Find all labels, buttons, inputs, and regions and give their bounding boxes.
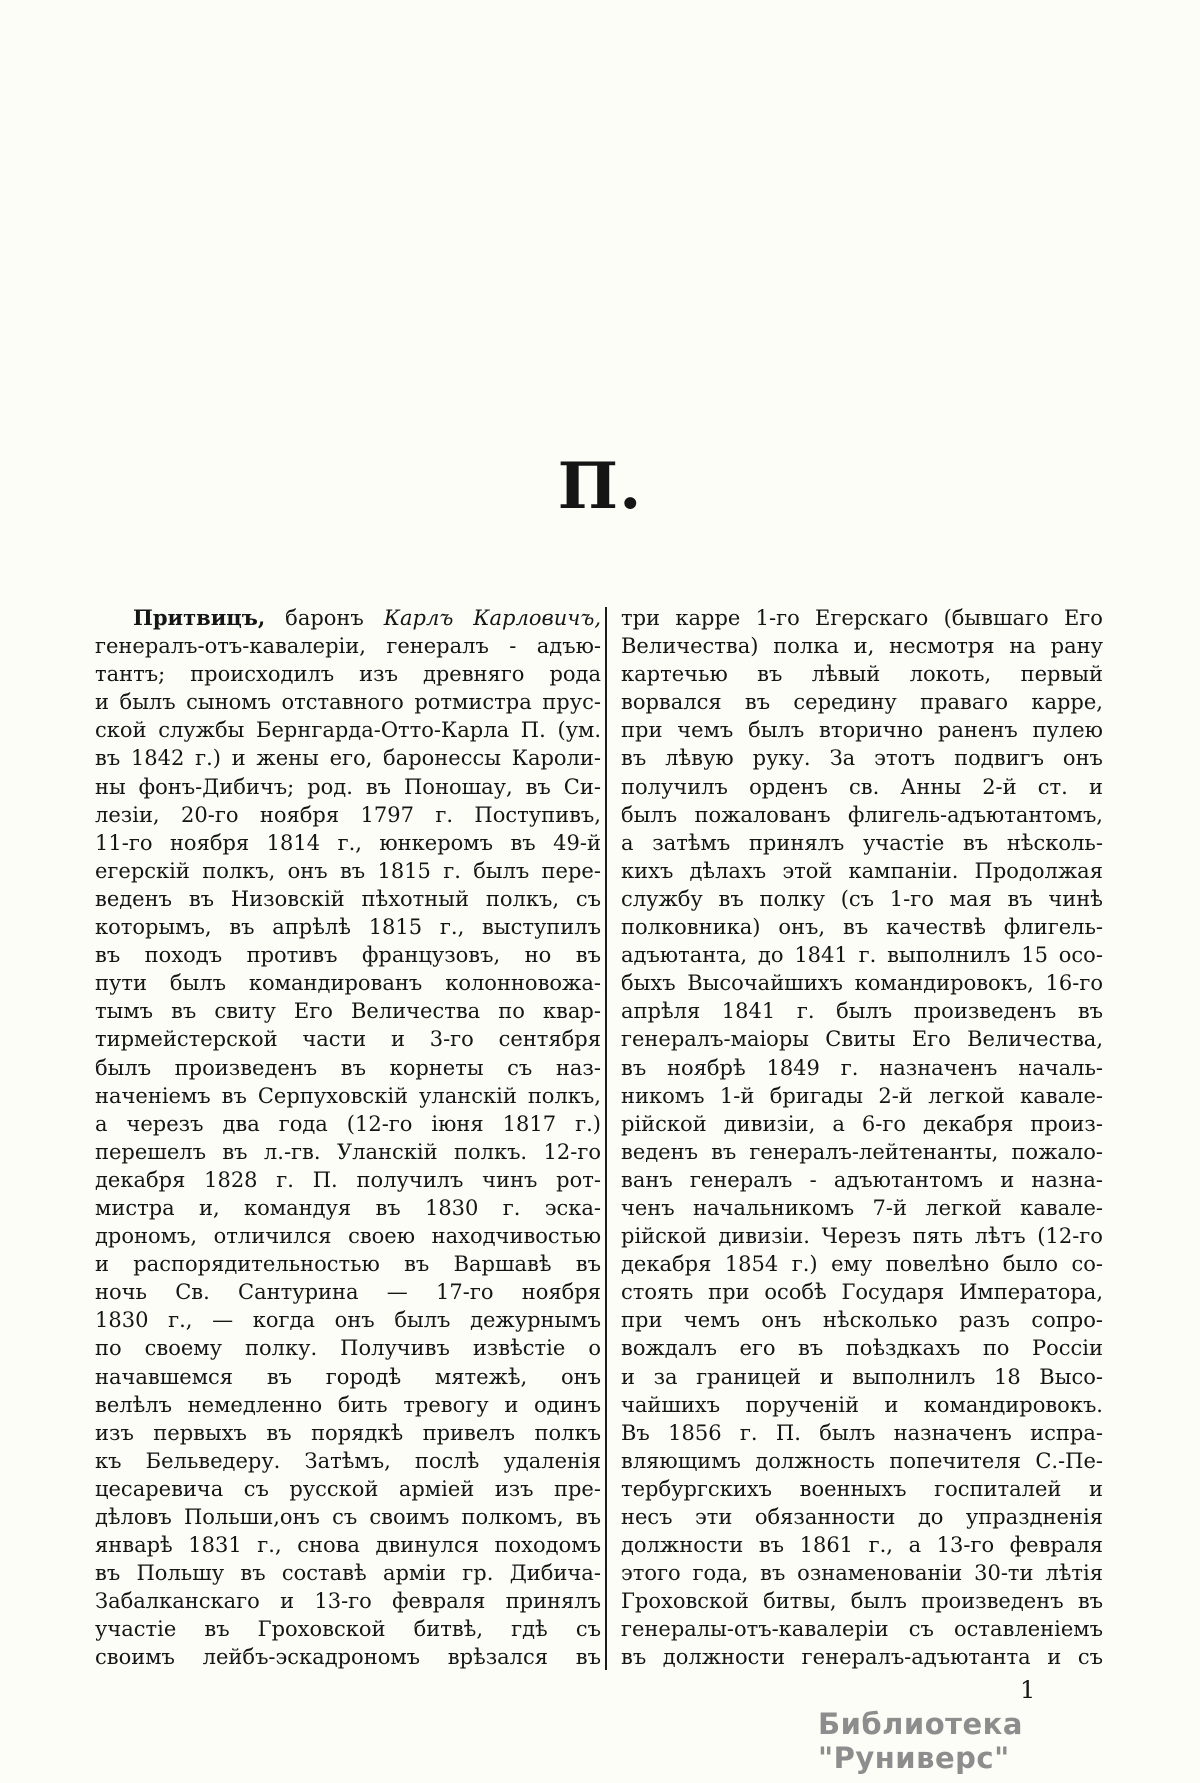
text-line: Гроховской битвы, былъ произведенъ въ xyxy=(621,1589,1103,1614)
text-line: былъ пожалованъ флигель-адъютантомъ, xyxy=(621,802,1103,827)
text-line: ванъ генералъ - адъютантомъ и назна- xyxy=(621,1167,1103,1192)
text-line: въ лѣвую руку. За этотъ подвигъ онъ xyxy=(621,746,1103,771)
text-line: въ должности генералъ-адъютанта и съ xyxy=(621,1645,1103,1670)
text-line: при чемъ былъ вторично раненъ пулею xyxy=(621,718,1103,743)
text-line: тымъ въ свиту Его Величества по квар- xyxy=(95,999,601,1024)
text-line: январѣ 1831 г., снова двинулся походомъ xyxy=(95,1533,601,1558)
text-line: рійской дивизіи. Черезъ пять лѣтъ (12-го xyxy=(621,1224,1103,1249)
text-line: къ Бельведеру. Затѣмъ, послѣ удаленія xyxy=(95,1448,601,1473)
text-line: тирмейстерской части и 3-го сентября xyxy=(95,1027,601,1052)
text-line: чайшихъ порученій и командировокъ. xyxy=(621,1392,1103,1417)
text-line: лезіи, 20-го ноября 1797 г. Поступивъ, xyxy=(95,802,601,827)
text-line: 1830 г., — когда онъ былъ дежурнымъ xyxy=(95,1308,601,1333)
text-line: веденъ въ генералъ-лейтенанты, пожало- xyxy=(621,1139,1103,1164)
text-line: въ ноябрѣ 1849 г. назначенъ началь- xyxy=(621,1055,1103,1080)
text-line: получилъ орденъ св. Анны 2-й ст. и xyxy=(621,774,1103,799)
text-line: вляющимъ должность попечителя С.-Пе- xyxy=(621,1448,1103,1473)
text-line: а черезъ два года (12-го іюня 1817 г.) xyxy=(95,1111,601,1136)
text-line: дрономъ, отличился своею находчивостью xyxy=(95,1224,601,1249)
text-line: ворвался въ середину праваго карре, xyxy=(621,690,1103,715)
page-number: 1 xyxy=(1020,1676,1036,1704)
text-line: участіе въ Гроховской битвѣ, гдѣ съ xyxy=(95,1617,601,1642)
text-line: пути былъ командированъ колонновожа- xyxy=(95,971,601,996)
text-line: ченъ начальникомъ 7-й легкой кавале- xyxy=(621,1195,1103,1220)
text-line: въ Польшу въ составѣ арміи гр. Дибича- xyxy=(95,1561,601,1586)
paragraph-lead-line: Притвицъ, баронъ Карлъ Карловичъ, xyxy=(133,605,601,630)
text-line: генералъ-маіоры Свиты Его Величества, xyxy=(621,1027,1103,1052)
text-line: и распорядительностью въ Варшавѣ въ xyxy=(95,1252,601,1277)
text-line: въ походъ противъ французовъ, но въ xyxy=(95,943,601,968)
text-line: тербургскихъ военныхъ госпиталей и xyxy=(621,1476,1103,1501)
text-line: цесаревича съ русской арміей изъ пре- xyxy=(95,1476,601,1501)
text-line: стоять при особѣ Государя Императора, xyxy=(621,1280,1103,1305)
text-line: егерскій полкъ, онъ въ 1815 г. былъ пере- xyxy=(95,858,601,883)
text-line: три карре 1-го Егерскаго (бывшаго Его xyxy=(621,606,1103,630)
text-line: никомъ 1-й бригады 2-й легкой кавале- xyxy=(621,1083,1103,1108)
text-line: веденъ въ Низовскій пѣхотный полкъ, съ xyxy=(95,886,601,911)
text-line: кихъ дѣлахъ этой кампаніи. Продолжая xyxy=(621,858,1103,883)
left-column-lines xyxy=(95,632,601,1671)
column-divider-rule xyxy=(605,607,607,1670)
section-heading: П. xyxy=(557,449,643,524)
text-line: 11-го ноября 1814 г., юнкеромъ въ 49-й xyxy=(95,830,601,855)
text-line: ны фонъ-Дибичъ; род. въ Поношау, въ Си- xyxy=(95,774,601,799)
text-line: Въ 1856 г. П. былъ назначенъ испра- xyxy=(621,1420,1103,1445)
text-line: полковника) онъ, въ качествѣ флигель- xyxy=(621,915,1103,940)
text-line: картечью въ лѣвый локоть, первый xyxy=(621,662,1103,687)
runiverse-watermark: Библиотека "Руниверс" xyxy=(818,1707,1023,1775)
text-line: былъ произведенъ въ корнеты съ наз- xyxy=(95,1055,601,1080)
text-line: по своему полку. Получивъ извѣстіе о xyxy=(95,1336,601,1361)
text-line: и за границей и выполнилъ 18 Высо- xyxy=(621,1364,1103,1389)
text-line: своимъ лейбъ-эскадрономъ врѣзался въ xyxy=(95,1645,601,1670)
text-line: декабря 1854 г.) ему повелѣно было со- xyxy=(621,1252,1103,1277)
text-line: тантъ; происходилъ изъ древняго рода xyxy=(95,662,601,687)
text-line: въ 1842 г.) и жены его, баронессы Кароли- xyxy=(95,746,601,771)
text-line: мистра и, командуя въ 1830 г. эска- xyxy=(95,1195,601,1220)
text-line: вождалъ его въ поѣздкахъ по Россіи xyxy=(621,1336,1103,1361)
text-line: рійской дивизіи, а 6-го декабря произ- xyxy=(621,1111,1103,1136)
text-line: этого года, въ ознаменованіи 30-ти лѣтія xyxy=(621,1561,1103,1586)
text-line: а затѣмъ принялъ участіе въ нѣсколь- xyxy=(621,830,1103,855)
text-line: Величества) полка и, несмотря на рану xyxy=(621,634,1103,659)
text-line: службу въ полку (съ 1-го мая въ чинѣ xyxy=(621,886,1103,911)
text-line: дѣловъ Польши,онъ съ своимъ полкомъ, въ xyxy=(95,1505,601,1529)
right-column xyxy=(621,604,1103,1672)
text-line: быхъ Высочайшихъ командировокъ, 16-го xyxy=(621,971,1103,996)
text-line: перешелъ въ л.-гв. Уланскій полкъ. 12-го xyxy=(95,1139,601,1164)
text-line: наченіемъ въ Серпуховскій уланскій полкъ, xyxy=(95,1083,601,1108)
text-line: декабря 1828 г. П. получилъ чинъ рот- xyxy=(95,1167,601,1192)
text-line: должности въ 1861 г., а 13-го февраля xyxy=(621,1533,1103,1558)
text-line: и былъ сыномъ отставного ротмистра прус- xyxy=(95,690,601,715)
text-line: апрѣля 1841 г. былъ произведенъ въ xyxy=(621,999,1103,1024)
text-line: начавшемся въ городѣ мятежѣ, онъ xyxy=(95,1364,601,1389)
left-column xyxy=(95,604,601,1672)
text-line: несъ эти обязанности до упраздненія xyxy=(621,1505,1103,1529)
text-line: Забалканскаго и 13-го февраля принялъ xyxy=(95,1589,601,1614)
text-line: ской службы Бернгарда-Отто-Карла П. (ум. xyxy=(95,718,601,743)
text-line: адъютанта, до 1841 г. выполнилъ 15 осо- xyxy=(621,943,1103,968)
text-line: которымъ, въ апрѣлѣ 1815 г., выступилъ xyxy=(95,915,601,940)
text-line: велѣлъ немедленно бить тревогу и одинъ xyxy=(95,1392,601,1417)
right-column-lines xyxy=(621,604,1103,1672)
text-line: генералы-отъ-кавалеріи съ оставленіемъ xyxy=(621,1617,1103,1642)
text-line: ночь Св. Сантурина — 17-го ноября xyxy=(95,1280,601,1305)
text-line: генералъ-отъ-кавалеріи, генералъ - адъю- xyxy=(95,634,601,659)
text-line: при чемъ онъ нѣсколько разъ сопро- xyxy=(621,1308,1103,1333)
text-line: изъ первыхъ въ порядкѣ привелъ полкъ xyxy=(95,1420,601,1445)
